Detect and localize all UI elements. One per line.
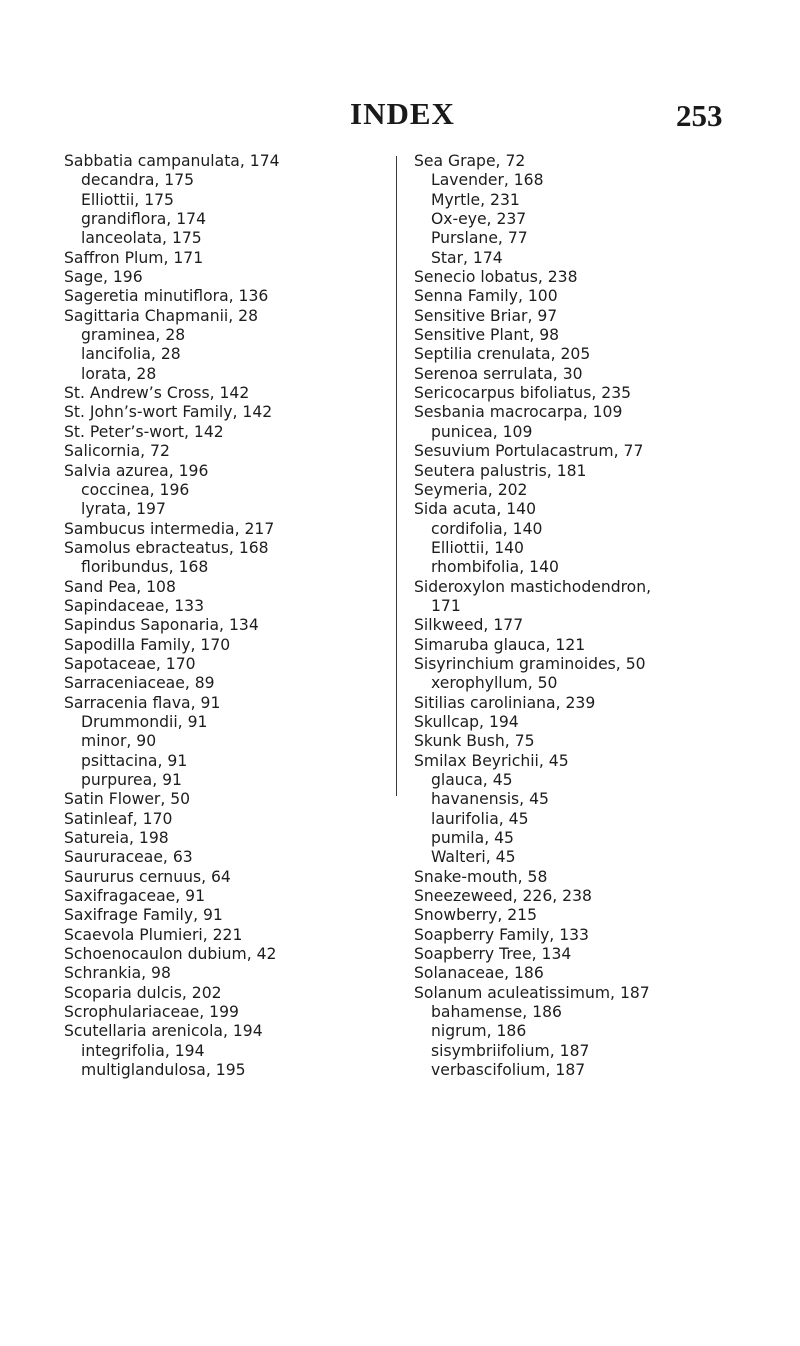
index-entry: Schrankia, 98 xyxy=(64,964,171,983)
index-entry: Saffron Plum, 171 xyxy=(64,248,204,267)
index-entry: Serenoa serrulata, 30 xyxy=(414,364,583,383)
index-entry: Sneezeweed, 226, 238 xyxy=(414,887,592,906)
index-entry: Seutera palustris, 181 xyxy=(414,461,587,480)
index-entry: Skullcap, 194 xyxy=(414,712,519,731)
index-subentry: Myrtle, 231 xyxy=(431,190,520,209)
index-entry: Senna Family, 100 xyxy=(414,287,558,306)
index-entry: Satureia, 198 xyxy=(64,829,169,848)
index-subentry: lanceolata, 175 xyxy=(81,229,202,248)
index-entry: Seymeria, 202 xyxy=(414,480,528,499)
index-entry: Scoparia dulcis, 202 xyxy=(64,983,222,1002)
index-subentry: Lavender, 168 xyxy=(431,171,544,190)
index-entry: St. Andrew’s Cross, 142 xyxy=(64,384,250,403)
index-subentry: Ox-eye, 237 xyxy=(431,210,527,229)
index-column-right xyxy=(414,152,744,1081)
index-entry: Satin Flower, 50 xyxy=(64,790,191,809)
index-entry: Sideroxylon mastichodendron, xyxy=(414,577,652,596)
index-entry: Sarracenia flava, 91 xyxy=(64,693,221,712)
index-entry: Salicornia, 72 xyxy=(64,442,170,461)
index-entry: Sisyrinchium graminoides, 50 xyxy=(414,654,646,673)
index-entry: Sabbatia campanulata, 174 xyxy=(64,152,280,170)
index-subentry: lorata, 28 xyxy=(81,364,157,383)
index-subentry: multiglandulosa, 195 xyxy=(81,1061,246,1080)
index-entry: Sea Grape, 72 xyxy=(414,152,526,170)
index-subentry: psittacina, 91 xyxy=(81,751,188,770)
index-subentry: sisymbriifolium, 187 xyxy=(431,1041,590,1060)
index-subentry: lancifolia, 28 xyxy=(81,345,181,364)
index-entry: Sapodilla Family, 170 xyxy=(64,635,231,654)
index-subentry: Drummondii, 91 xyxy=(81,712,208,731)
index-subentry: cordifolia, 140 xyxy=(431,519,543,538)
index-entry: Skunk Bush, 75 xyxy=(414,732,535,751)
index-subentry: havanensis, 45 xyxy=(431,790,549,809)
index-entry: Solanaceae, 186 xyxy=(414,964,544,983)
index-entry: Sida acuta, 140 xyxy=(414,500,537,519)
index-subentry: graminea, 28 xyxy=(81,326,186,345)
index-entry: Sericocarpus bifoliatus, 235 xyxy=(414,384,632,403)
index-subentry: Elliottii, 140 xyxy=(431,538,524,557)
index-entry: Saxifrage Family, 91 xyxy=(64,906,223,925)
index-entry: Senecio lobatus, 238 xyxy=(414,268,578,287)
index-entry: Salvia azurea, 196 xyxy=(64,461,209,480)
index-entry: Soapberry Tree, 134 xyxy=(414,945,572,964)
index-subentry: Elliottii, 175 xyxy=(81,190,174,209)
index-subentry: pumila, 45 xyxy=(431,829,514,848)
index-entry: Sand Pea, 108 xyxy=(64,577,176,596)
index-entry: Samolus ebracteatus, 168 xyxy=(64,538,269,557)
index-subentry: lyrata, 197 xyxy=(81,500,166,519)
index-subentry: minor, 90 xyxy=(81,732,157,751)
index-entry: Saururaceae, 63 xyxy=(64,848,193,867)
index-entry: Smilax Beyrichii, 45 xyxy=(414,751,569,770)
index-subentry: Walteri, 45 xyxy=(431,848,516,867)
index-subentry: glauca, 45 xyxy=(431,771,513,789)
index-subentry: xerophyllum, 50 xyxy=(431,674,558,693)
index-entry: Saxifragaceae, 91 xyxy=(64,887,205,906)
index-entry: Scutellaria arenicola, 194 xyxy=(64,1022,263,1041)
index-entry: Sageretia minutiflora, 136 xyxy=(64,287,269,306)
index-subentry: punicea, 109 xyxy=(431,422,533,441)
index-subentry: Purslane, 77 xyxy=(431,229,528,248)
column-divider xyxy=(396,156,397,796)
index-entry: Scaevola Plumieri, 221 xyxy=(64,925,243,944)
index-entry: Sagittaria Chapmanii, 28 xyxy=(64,306,259,325)
index-entry: Sesuvium Portulacastrum, 77 xyxy=(414,442,644,461)
index-entry: Soapberry Family, 133 xyxy=(414,925,589,944)
index-entry: Snake-mouth, 58 xyxy=(414,867,548,886)
index-subentry: nigrum, 186 xyxy=(431,1022,527,1041)
index-entry: Saururus cernuus, 64 xyxy=(64,867,231,886)
index-entry: Silkweed, 177 xyxy=(414,616,524,635)
page-header xyxy=(0,96,800,136)
index-subentry: laurifolia, 45 xyxy=(431,809,529,828)
index-entry: Sage, 196 xyxy=(64,268,143,287)
index-subentry: floribundus, 168 xyxy=(81,558,209,577)
index-entry: Sesbania macrocarpa, 109 xyxy=(414,403,623,422)
index-entry: Simaruba glauca, 121 xyxy=(414,635,586,654)
index-subentry: verbascifolium, 187 xyxy=(431,1061,586,1080)
index-entry: Sapotaceae, 170 xyxy=(64,654,196,673)
index-subentry: rhombifolia, 140 xyxy=(431,558,559,577)
running-title: INDEX xyxy=(350,96,455,131)
index-subentry: bahamense, 186 xyxy=(431,1003,562,1022)
index-subentry: purpurea, 91 xyxy=(81,771,182,789)
index-column-left xyxy=(64,152,384,1081)
index-entry: Sambucus intermedia, 217 xyxy=(64,519,275,538)
index-entry: Sapindus Saponaria, 134 xyxy=(64,616,259,635)
index-entry: Schoenocaulon dubium, 42 xyxy=(64,945,277,964)
page-number: 253 xyxy=(676,98,723,133)
index-entry: Snowberry, 215 xyxy=(414,906,538,925)
index-entry: Sensitive Briar, 97 xyxy=(414,306,558,325)
index-entry: Solanum aculeatissimum, 187 xyxy=(414,983,650,1002)
index-subentry: 171 xyxy=(431,596,461,615)
index-entry: Scrophulariaceae, 199 xyxy=(64,1003,239,1022)
index-entry: St. Peter’s-wort, 142 xyxy=(64,422,224,441)
index-subentry: decandra, 175 xyxy=(81,171,195,190)
index-subentry: coccinea, 196 xyxy=(81,480,190,499)
index-entry: Septilia crenulata, 205 xyxy=(414,345,591,364)
index-entry: Sarraceniaceae, 89 xyxy=(64,674,215,693)
index-subentry: grandiflora, 174 xyxy=(81,210,206,229)
index-subentry: Star, 174 xyxy=(431,248,503,267)
index-entry: Sapindaceae, 133 xyxy=(64,596,205,615)
index-entry: Satinleaf, 170 xyxy=(64,809,173,828)
index-entry: Sensitive Plant, 98 xyxy=(414,326,560,345)
index-entry: Sitilias caroliniana, 239 xyxy=(414,693,596,712)
index-entry: St. John’s-wort Family, 142 xyxy=(64,403,273,422)
index-subentry: integrifolia, 194 xyxy=(81,1041,205,1060)
